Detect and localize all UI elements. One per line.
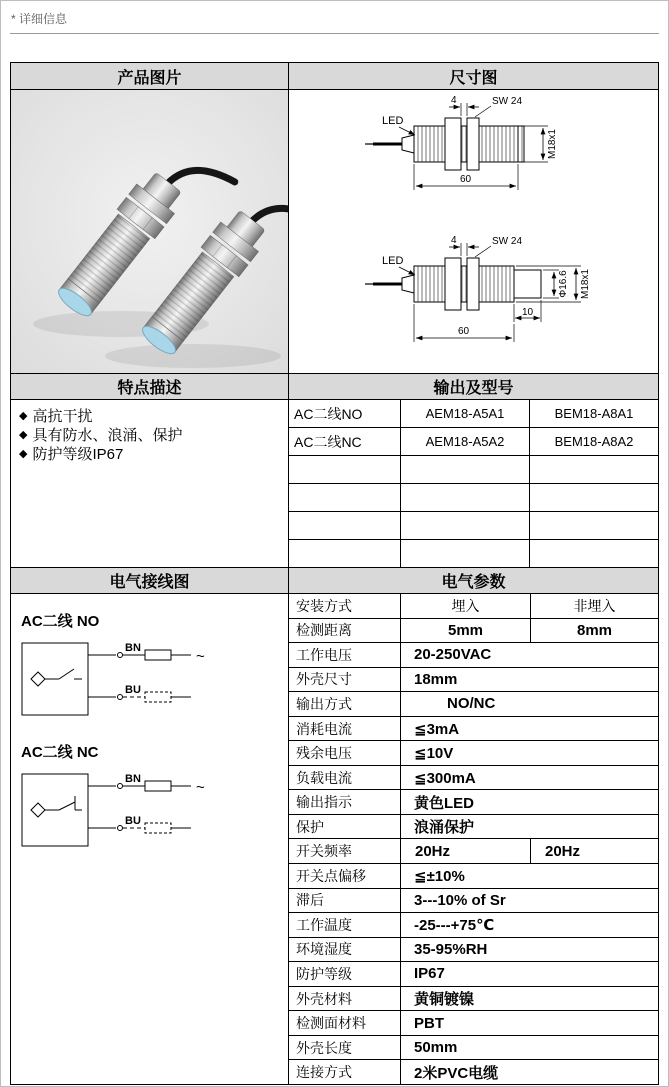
param-row	[289, 814, 658, 839]
param-row	[289, 937, 658, 962]
model-number	[401, 512, 530, 539]
model-row	[289, 539, 658, 567]
dim-60-label: 60	[458, 326, 470, 337]
thread-label: M18x1	[580, 268, 591, 300]
model-number	[401, 484, 530, 511]
spec-table	[10, 62, 659, 1085]
param-row	[289, 1010, 658, 1035]
model-number	[530, 512, 658, 539]
optional-load-icon	[145, 692, 171, 702]
terminal-icon	[118, 784, 123, 789]
param-row	[289, 642, 658, 667]
param-label: 滞后	[289, 889, 401, 913]
photo-dimension-row	[11, 89, 658, 373]
param-label: 工作电压	[289, 643, 401, 667]
wiring-header: 电气接线图	[11, 568, 289, 593]
wiring-no-label: AC二线 NO	[21, 613, 100, 630]
output-type: AC二线NC	[289, 428, 401, 455]
optional-load-icon	[145, 823, 171, 833]
model-table-cell	[289, 400, 658, 567]
header-row-2	[11, 373, 658, 399]
wire-bu-label: BU	[125, 815, 141, 827]
dimensions-header: 尺寸图	[449, 69, 498, 87]
param-label: 防护等级	[289, 962, 401, 986]
dimension-diagram-cell	[289, 90, 658, 373]
model-number	[401, 456, 530, 483]
wire-bu-label: BU	[125, 684, 141, 696]
param-value: 20Hz	[545, 842, 581, 860]
param-row	[289, 961, 658, 986]
param-label: 输出方式	[289, 692, 401, 716]
param-value: -25---+75℃	[414, 916, 495, 934]
param-label: 安装方式	[289, 594, 401, 618]
param-value: 35-95%RH	[414, 940, 488, 958]
output-type	[289, 512, 401, 539]
wire-bn-label: BN	[125, 773, 141, 785]
sw24-label: SW 24	[492, 96, 523, 107]
electrical-params-table	[289, 594, 658, 1084]
electrical-params-header: 电气参数	[441, 574, 506, 591]
param-label: 连接方式	[289, 1060, 401, 1084]
param-label: 残余电压	[289, 741, 401, 765]
feature-text: 高抗干扰	[32, 408, 93, 425]
wire-bn-label: BN	[125, 642, 141, 654]
param-value: NO/NC	[447, 695, 496, 713]
param-label: 负载电流	[289, 766, 401, 790]
param-row	[289, 789, 658, 814]
param-value: 浪涌保护	[414, 819, 475, 837]
param-value: 黄铜镀镍	[414, 991, 475, 1009]
model-number: AEM18-A5A1	[401, 400, 530, 427]
param-label: 外壳长度	[289, 1036, 401, 1060]
param-value: 3---10% of Sr	[414, 891, 506, 909]
param-label: 工作温度	[289, 913, 401, 937]
features-list	[11, 400, 289, 567]
param-row	[289, 716, 658, 741]
diamond-bullet-icon: ◆	[19, 448, 28, 460]
model-row	[289, 483, 658, 511]
dim-60-label: 60	[460, 174, 472, 185]
param-row	[289, 912, 658, 937]
param-value: ≦±10%	[414, 867, 465, 885]
feature-text: 具有防水、浪涌、保护	[32, 427, 183, 444]
thread-label: M18x1	[547, 128, 558, 160]
model-table	[289, 400, 658, 567]
param-row	[289, 888, 658, 913]
sensor-symbol-icon	[31, 803, 45, 817]
param-value: 20Hz	[401, 839, 531, 863]
header-row-1	[11, 63, 658, 89]
param-row	[289, 1059, 658, 1084]
diamond-bullet-icon: ◆	[19, 429, 28, 441]
param-value: 18mm	[414, 670, 458, 688]
led-label: LED	[382, 115, 404, 127]
wiring-nc-label: AC二线 NC	[21, 744, 99, 761]
model-row	[289, 400, 658, 427]
param-label: 开关点偏移	[289, 864, 401, 888]
param-value: ≦10V	[414, 745, 454, 763]
param-value: 非埋入	[573, 597, 616, 614]
param-label: 保护	[289, 815, 401, 839]
param-value: 8mm	[576, 621, 613, 639]
wiring-diagram-no	[19, 635, 249, 727]
ac-source-symbol: ~	[196, 648, 205, 665]
param-value: 埋入	[401, 594, 531, 618]
features-models-row	[11, 399, 658, 567]
param-value: 5mm	[401, 619, 531, 643]
param-row	[289, 691, 658, 716]
terminal-icon	[118, 653, 123, 658]
dim-4-label: 4	[451, 95, 457, 106]
diamond-bullet-icon: ◆	[19, 410, 28, 422]
sw24-label: SW 24	[492, 236, 523, 247]
page-title: * 详细信息	[11, 12, 68, 26]
param-row	[289, 667, 658, 692]
param-value: 50mm	[414, 1039, 458, 1057]
param-row	[289, 986, 658, 1011]
led-label: LED	[382, 255, 404, 267]
output-type	[289, 484, 401, 511]
model-number	[530, 540, 658, 567]
param-label: 开关频率	[289, 839, 401, 863]
feature-item	[19, 426, 288, 445]
wiring-params-row	[11, 593, 658, 1084]
features-header: 特点描述	[11, 374, 289, 399]
ac-source-symbol: ~	[196, 779, 205, 796]
param-value: 2米PVC电缆	[414, 1064, 499, 1082]
param-row	[289, 740, 658, 765]
param-value: PBT	[414, 1014, 444, 1032]
nc-contact-icon	[59, 802, 75, 810]
param-label: 外壳材料	[289, 987, 401, 1011]
param-value: ≦300mA	[414, 769, 476, 787]
output-models-header: 输出及型号	[433, 380, 514, 397]
dim-10-label: 10	[522, 307, 534, 318]
model-number: BEM18-A8A1	[554, 406, 634, 421]
product-photo-cell	[11, 90, 289, 373]
sensor-symbol-icon	[31, 672, 45, 686]
param-label: 输出指示	[289, 790, 401, 814]
model-number	[530, 484, 658, 511]
param-label: 外壳尺寸	[289, 668, 401, 692]
param-row	[289, 594, 658, 618]
no-contact-icon	[59, 669, 74, 679]
param-value: ≦3mA	[414, 720, 460, 738]
param-row	[289, 1035, 658, 1060]
product-photo-image	[11, 90, 288, 373]
model-row	[289, 455, 658, 483]
product-image-header: 产品图片	[11, 63, 289, 89]
param-label: 消耗电流	[289, 717, 401, 741]
param-value: 黄色LED	[414, 794, 475, 812]
model-row	[289, 511, 658, 539]
param-row	[289, 863, 658, 888]
terminal-icon	[118, 826, 123, 831]
param-label: 检测距离	[289, 619, 401, 643]
output-type: AC二线NO	[289, 400, 401, 427]
param-row	[289, 765, 658, 790]
model-number: AEM18-A5A2	[401, 428, 530, 455]
model-row	[289, 427, 658, 455]
wiring-diagram-nc	[19, 766, 249, 858]
model-number	[530, 456, 658, 483]
param-row	[289, 618, 658, 643]
output-type	[289, 456, 401, 483]
dimension-drawing	[289, 90, 658, 373]
header-row-3	[11, 567, 658, 593]
load-resistor-icon	[145, 650, 171, 660]
load-resistor-icon	[145, 781, 171, 791]
param-value: IP67	[414, 965, 445, 983]
electrical-params-cell	[289, 594, 658, 1084]
wiring-diagram-cell	[11, 594, 289, 1084]
feature-item	[19, 445, 288, 464]
param-label: 环境湿度	[289, 938, 401, 962]
diameter-label: Φ16.6	[558, 270, 569, 298]
feature-item	[19, 407, 288, 426]
param-value: 20-250VAC	[414, 646, 492, 664]
param-row	[289, 838, 658, 863]
divider	[10, 33, 659, 34]
dim-4-label: 4	[451, 235, 457, 246]
output-type	[289, 540, 401, 567]
model-number	[401, 540, 530, 567]
terminal-icon	[118, 695, 123, 700]
feature-text: 防护等级IP67	[32, 446, 124, 463]
model-number: BEM18-A8A2	[554, 434, 634, 449]
param-label: 检测面材料	[289, 1011, 401, 1035]
